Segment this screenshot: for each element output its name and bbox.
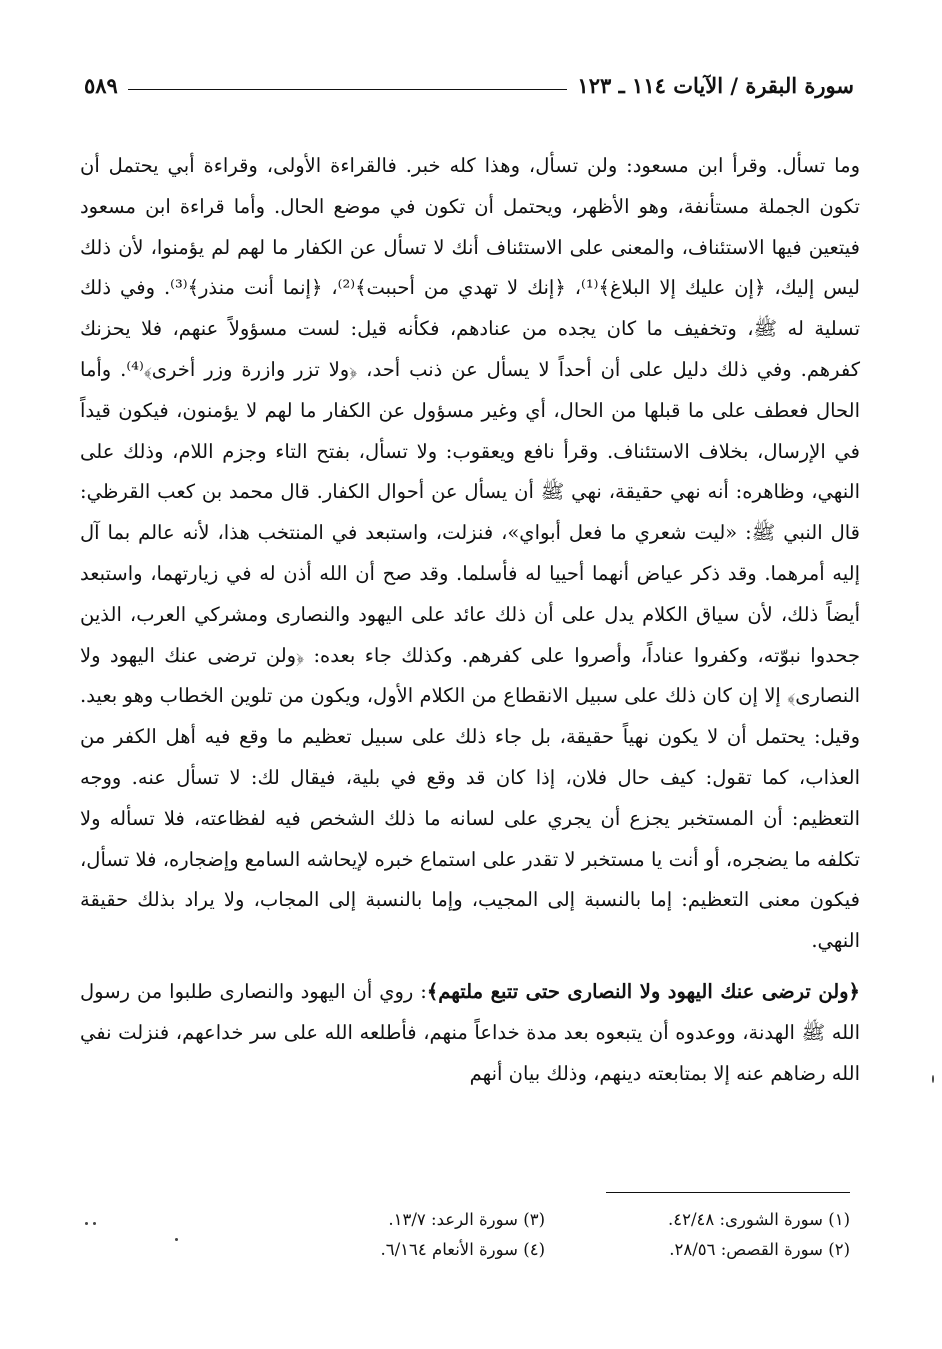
paragraph-2-lead: ﴿ولن ترضى عنك اليهود ولا النصارى حتى تتبع ملتهم﴾	[426, 979, 860, 1003]
footnote-3-num: (٣)	[523, 1210, 545, 1229]
footnote-2-text: سورة القصص: ٢٨/٥٦.	[669, 1240, 823, 1259]
main-text	[80, 146, 860, 1094]
header-title: سورة البقرة / الآيات ١١٤ ـ ١٢٣	[577, 73, 854, 98]
page-number: ٥٨٩	[84, 73, 118, 98]
footnotes	[240, 1210, 850, 1280]
header-rule	[128, 89, 568, 90]
footnote-1-text: سورة الشورى: ٤٢/٤٨.	[667, 1210, 823, 1229]
scan-speck	[85, 1222, 88, 1225]
footnote-separator	[606, 1192, 850, 1193]
scan-speck	[932, 1075, 934, 1083]
footnote-3-text: سورة الرعد: ١٣/٧.	[388, 1210, 518, 1229]
paragraph-1	[80, 146, 860, 962]
running-header	[84, 66, 854, 98]
footnote-1	[545, 1210, 850, 1240]
footnote-4-num: (٤)	[523, 1240, 545, 1259]
scan-speck	[175, 1238, 178, 1241]
scan-speck	[93, 1222, 96, 1225]
footnote-4-text: سورة الأنعام ٦/١٦٤.	[380, 1240, 518, 1259]
footnote-1-num: (١)	[828, 1210, 850, 1229]
paragraph-2	[80, 972, 860, 1094]
footnote-2-num: (٢)	[828, 1240, 850, 1259]
footnote-3	[240, 1210, 545, 1240]
paragraph-1-text: وما تسأل. وقرأ ابن مسعود: ولن تسأل، وهذا كله خبر. فالقراءة الأولى، وقراءة أبي يحتمل أن تكون الجملة مستأنفة، وهو الأظهر، ويحتمل أن تكون في موضع الحال. وأما قراءة ابن مسعود فيتعين فيها الاستئناف، والمعنى على الاستئناف أنك لا تسأل عن الكفار ما لهم لم يؤمنوا، لأن ذلك ليس إليك، ﴿إن عليك إلا البلاغ﴾⁽¹⁾، ﴿إنك لا تهدي من أحببت﴾⁽²⁾، ﴿إنما أنت منذر﴾⁽³⁾. وفي ذلك تسلية له ﷺ، وتخفيف ما كان يجده من عنادهم، فكأنه قيل: لست مسؤولاً عنهم، فلا يحزنك كفرهم. وفي ذلك دليل على أن أحداً لا يسأل عن ذنب أحد، ﴿ولا تزر وازرة وزر أخرى﴾⁽⁴⁾. وأما الحال فعطف على ما قبلها من الحال، أي وغير مسؤول عن الكفار ما لهم لا يؤمنون، فيكون قيداً في الإرسال، بخلاف الاستئناف. وقرأ نافع ويعقوب: ولا تسأل، بفتح التاء وجزم اللام، وذلك على النهي، وظاهره: أنه نهي حقيقة، نهي ﷺ أن يسأل عن أحوال الكفار. قال محمد بن كعب القرظي: قال النبي ﷺ: «ليت شعري ما فعل أبواي»، فنزلت، واستبعد في المنتخب هذا، لأنه عالم بما آل إليه أمرهما. وقد ذكر عياض أنهما أحييا له فأسلما. وقد صح أن الله أذن له في زيارتهما، واستبعد أيضاً ذلك، لأن سياق الكلام يدل على أن ذلك عائد على اليهود والنصارى ومشركي العرب، الذين جحدوا نبوّته، وكفروا عناداً، وأصروا على كفرهم. وكذلك جاء بعده: ﴿ولن ترضى عنك اليهود ولا النصارى﴾ إلا إن كان ذلك على سبيل الانقطاع من الكلام الأول، ويكون من تلوين الخطاب وهو بعيد. وقيل: يحتمل أن لا يكون نهياً حقيقة، بل جاء ذلك على سبيل تعظيم ما وقع فيه أهل الكفر من العذاب، كما تقول: كيف حال فلان، إذا كان قد وقع في بلية، فيقال لك: لا تسأل عنه. ووجه التعظيم: أن المستخبر يجزع أن يجري على لسانه ما ذلك الشخص فيه لفظاعته، فلا تسأله ولا تكلفه ما يضجره، أو أنت يا مستخبر لا تقدر على استماع خبره لإيحاشه السامع وإضجاره، فلا تسأل، فيكون معنى التعظيم: إما بالنسبة إلى المجيب، وإما بالنسبة إلى المجاب، ولا يراد بذلك حقيقة النهي.	[80, 154, 860, 953]
footnote-2	[545, 1240, 850, 1270]
footnote-4	[240, 1240, 545, 1270]
paragraph-2-text: : روي أن اليهود والنصارى طلبوا من رسول الله ﷺ الهدنة، ووعدوه أن يتبعوه بعد مدة خداعاً منهم، فأطلعه الله على سر خداعهم، فنزلت نفي الله رضاهم عنه إلا بمتابعته دينهم، وذلك بيان أنهم	[80, 979, 860, 1085]
